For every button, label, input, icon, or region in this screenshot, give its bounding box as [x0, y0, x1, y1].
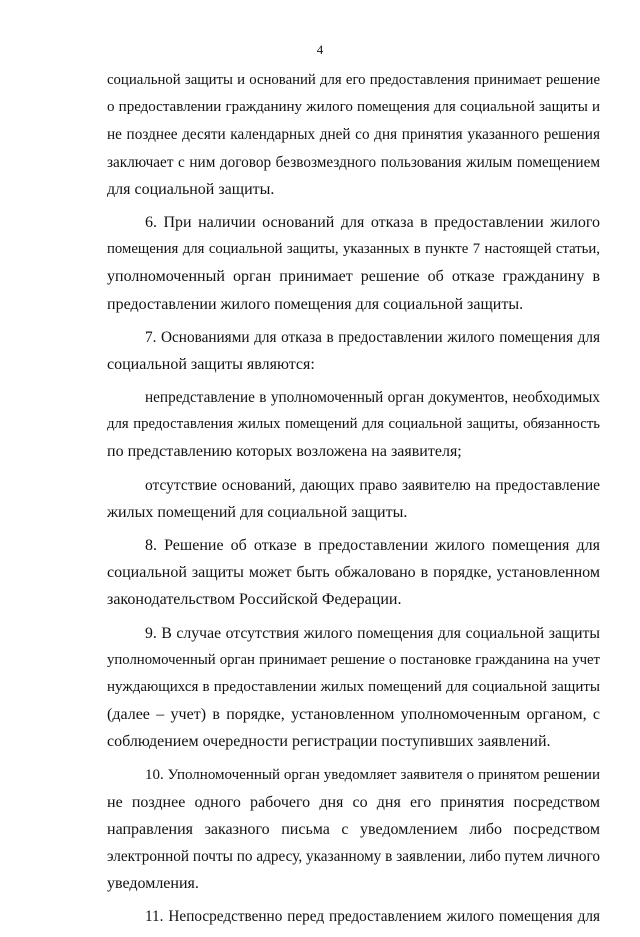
- document-body: [107, 67, 600, 937]
- text-line: непредставление в уполномоченный орган документов, необходимых: [145, 389, 600, 407]
- text-line: социальной защиты может быть обжаловано в порядке, установленном: [107, 564, 600, 582]
- text-line: законодательством Российской Федерации.: [107, 591, 402, 609]
- text-line: направления заказного письма с уведомлением либо посредством: [107, 820, 600, 838]
- text-line: уполномоченный орган принимает решение об отказе гражданину в: [107, 268, 600, 286]
- text-line: отсутствие оснований, дающих право заявителю на предоставление: [145, 476, 600, 494]
- text-line: предоставлении жилого помещения для социальной защиты.: [107, 295, 524, 313]
- paragraph-continuation: [107, 67, 600, 203]
- text-line: уведомления.: [107, 875, 199, 893]
- text-line: 7. Основаниями для отказа в предоставлении жилого помещения для: [145, 328, 600, 346]
- page-number: 4: [316, 42, 324, 57]
- paragraph-item-11: [107, 903, 600, 930]
- text-line: 6. При наличии оснований для отказа в предоставлении жилого: [145, 213, 600, 231]
- text-line: для социальной защиты.: [107, 180, 275, 198]
- text-line: не позднее десяти календарных дней со дня принятия указанного решения: [107, 126, 600, 144]
- text-line: нуждающихся в предоставлении жилых помещений для социальной защиты: [107, 678, 600, 695]
- text-line: 8. Решение об отказе в предоставлении жилого помещения для: [145, 537, 600, 554]
- text-line: 10. Уполномоченный орган уведомляет заявителя о принятом решении: [145, 766, 600, 783]
- text-line: 11. Непосредственно перед предоставлением жилого помещения для: [145, 908, 600, 926]
- text-line: не позднее одного рабочего дня со дня его принятия посредством: [107, 793, 600, 811]
- text-line: (далее – учет) в порядке, установленном уполномоченным органом, с: [107, 706, 600, 724]
- text-line: электронной почты по адресу, указанному в заявлении, либо путем личного: [107, 848, 600, 866]
- text-line: уполномоченный орган принимает решение о постановке гражданина на учет: [107, 651, 600, 668]
- text-line: для предоставления жилых помещений для социальной защиты, обязанность: [107, 416, 600, 433]
- paragraph-item-8: [107, 532, 600, 614]
- text-line: по представлению которых возложена на заявителя;: [107, 443, 462, 461]
- text-line: жилых помещений для социальной защиты.: [107, 503, 408, 521]
- paragraph-item-7: [107, 324, 600, 378]
- text-line: 9. В случае отсутствия жилого помещения для социальной защиты: [145, 624, 600, 642]
- text-line: соблюдением очередности регистрации поступивших заявлений.: [107, 733, 551, 751]
- paragraph-item-9: [107, 620, 600, 756]
- text-line: социальной защиты и оснований для его предоставления принимает решение: [107, 72, 600, 88]
- paragraph-subitem: [107, 384, 600, 466]
- paragraph-item-6: [107, 209, 600, 318]
- paragraph-item-10: [107, 762, 600, 898]
- text-line: социальной защиты являются:: [107, 355, 315, 373]
- text-line: о предоставлении гражданину жилого помещения для социальной защиты и: [107, 99, 600, 116]
- text-line: помещения для социальной защиты, указанных в пункте 7 настоящей статьи,: [107, 241, 600, 258]
- text-line: заключает с ним договор безвозмездного пользования жилым помещением: [107, 153, 600, 171]
- paragraph-subitem: [107, 472, 600, 526]
